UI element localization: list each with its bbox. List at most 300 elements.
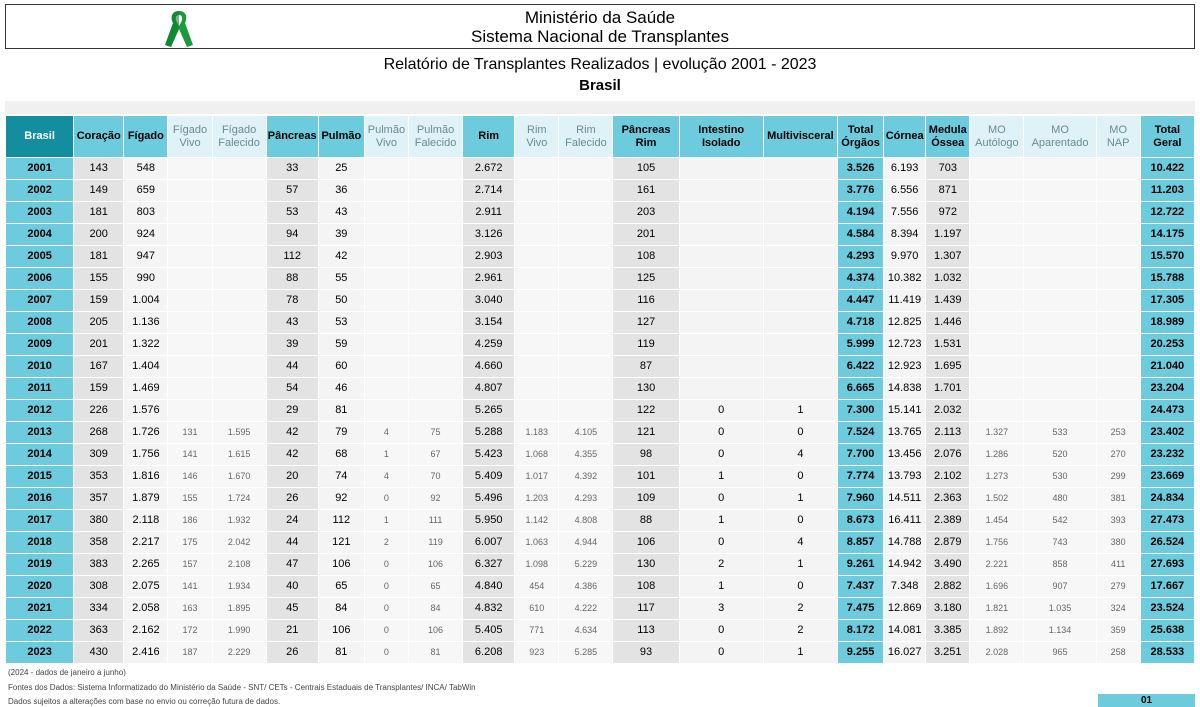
table-cell: 2.672: [463, 158, 515, 180]
table-cell: [168, 334, 212, 356]
table-cell: [408, 334, 462, 356]
table-cell: [168, 246, 212, 268]
table-cell: 309: [74, 444, 124, 466]
table-cell: 2.076: [926, 444, 970, 466]
year-cell: 2011: [6, 378, 74, 400]
table-cell: 270: [1096, 444, 1140, 466]
table-cell: 8.857: [838, 532, 884, 554]
table-cell: [970, 312, 1024, 334]
table-cell: [515, 400, 559, 422]
table-cell: 181: [74, 246, 124, 268]
table-cell: [364, 246, 408, 268]
table-cell: [559, 334, 613, 356]
table-cell: 3.180: [926, 598, 970, 620]
table-cell: [1096, 158, 1140, 180]
table-cell: 16.027: [884, 642, 926, 664]
table-cell: 159: [74, 290, 124, 312]
table-cell: 108: [613, 576, 679, 598]
table-cell: 1.469: [124, 378, 168, 400]
table-cell: 380: [1096, 532, 1140, 554]
table-cell: [1096, 202, 1140, 224]
table-cell: 8.172: [838, 620, 884, 642]
table-cell: 12.723: [884, 334, 926, 356]
table-cell: 12.869: [884, 598, 926, 620]
table-row: [6, 202, 1195, 224]
table-cell: 26: [266, 642, 318, 664]
table-cell: 181: [74, 202, 124, 224]
table-cell: 4.259: [463, 334, 515, 356]
table-cell: 23.524: [1140, 598, 1194, 620]
table-cell: 26: [266, 488, 318, 510]
table-cell: 393: [1096, 510, 1140, 532]
table-cell: 130: [613, 554, 679, 576]
table-cell: [679, 180, 763, 202]
table-cell: 334: [74, 598, 124, 620]
table-cell: [559, 180, 613, 202]
table-cell: 14.511: [884, 488, 926, 510]
table-cell: [212, 312, 266, 334]
table-cell: 1.203: [515, 488, 559, 510]
table-cell: 4.832: [463, 598, 515, 620]
table-cell: 59: [318, 334, 364, 356]
table-cell: 2.075: [124, 576, 168, 598]
table-cell: [1024, 400, 1096, 422]
table-cell: 0: [364, 554, 408, 576]
table-cell: 54: [266, 378, 318, 400]
table-cell: 33: [266, 158, 318, 180]
table-cell: 130: [613, 378, 679, 400]
table-cell: 5.229: [559, 554, 613, 576]
year-cell: 2018: [6, 532, 74, 554]
table-cell: [679, 312, 763, 334]
column-header: MO Aparentado: [1024, 116, 1096, 158]
table-cell: [1096, 180, 1140, 202]
table-cell: 1.286: [970, 444, 1024, 466]
table-cell: 2.217: [124, 532, 168, 554]
table-cell: 0: [679, 642, 763, 664]
table-cell: 4.293: [559, 488, 613, 510]
table-cell: 268: [74, 422, 124, 444]
table-cell: 12.722: [1140, 202, 1194, 224]
table-cell: 353: [74, 466, 124, 488]
table-cell: 40: [266, 576, 318, 598]
table-cell: 1.307: [926, 246, 970, 268]
table-cell: 4.584: [838, 224, 884, 246]
table-cell: [212, 246, 266, 268]
table-cell: 47: [266, 554, 318, 576]
year-cell: 2006: [6, 268, 74, 290]
table-cell: [1096, 312, 1140, 334]
table-cell: [168, 180, 212, 202]
table-cell: 23.204: [1140, 378, 1194, 400]
table-cell: 27.473: [1140, 510, 1194, 532]
table-cell: 14.081: [884, 620, 926, 642]
table-cell: 1.726: [124, 422, 168, 444]
table-cell: 203: [613, 202, 679, 224]
table-cell: [970, 290, 1024, 312]
table-cell: 3.490: [926, 554, 970, 576]
table-cell: 4: [364, 422, 408, 444]
table-cell: 5.999: [838, 334, 884, 356]
table-cell: 92: [318, 488, 364, 510]
table-cell: 2.162: [124, 620, 168, 642]
table-cell: 39: [266, 334, 318, 356]
table-cell: 0: [679, 400, 763, 422]
table-cell: 610: [515, 598, 559, 620]
period-note: (2024 - dados de janeiro a junho): [8, 668, 126, 677]
column-header: Coração: [74, 116, 124, 158]
table-cell: 380: [74, 510, 124, 532]
table-cell: 2.714: [463, 180, 515, 202]
table-cell: 1.063: [515, 532, 559, 554]
table-cell: 24.473: [1140, 400, 1194, 422]
table-cell: 542: [1024, 510, 1096, 532]
table-cell: [364, 290, 408, 312]
table-cell: 74: [318, 466, 364, 488]
table-cell: [515, 378, 559, 400]
table-row: [6, 246, 1195, 268]
table-cell: 659: [124, 180, 168, 202]
year-cell: 2005: [6, 246, 74, 268]
table-cell: 159: [74, 378, 124, 400]
table-cell: 53: [266, 202, 318, 224]
table-cell: 1.576: [124, 400, 168, 422]
table-cell: 1.816: [124, 466, 168, 488]
table-cell: 803: [124, 202, 168, 224]
table-cell: [559, 356, 613, 378]
table-cell: 5.405: [463, 620, 515, 642]
table-cell: 93: [613, 642, 679, 664]
table-cell: 520: [1024, 444, 1096, 466]
table-cell: 50: [318, 290, 364, 312]
table-cell: 1.404: [124, 356, 168, 378]
table-row: [6, 378, 1195, 400]
table-cell: 3.251: [926, 642, 970, 664]
table-cell: [763, 180, 837, 202]
table-cell: 119: [408, 532, 462, 554]
table-cell: 2: [763, 598, 837, 620]
table-cell: [763, 246, 837, 268]
table-cell: 24.834: [1140, 488, 1194, 510]
table-cell: [408, 268, 462, 290]
table-cell: [168, 290, 212, 312]
table-cell: 4.392: [559, 466, 613, 488]
column-header: Pâncreas: [266, 116, 318, 158]
table-cell: 186: [168, 510, 212, 532]
table-cell: [1024, 180, 1096, 202]
table-cell: 533: [1024, 422, 1096, 444]
table-cell: 0: [364, 620, 408, 642]
table-cell: 6.665: [838, 378, 884, 400]
table-cell: [168, 312, 212, 334]
table-cell: 4.386: [559, 576, 613, 598]
table-row: [6, 422, 1195, 444]
table-cell: 106: [318, 620, 364, 642]
table-cell: 2.042: [212, 532, 266, 554]
table-cell: 112: [318, 510, 364, 532]
table-cell: [763, 290, 837, 312]
table-cell: 381: [1096, 488, 1140, 510]
table-cell: 2.903: [463, 246, 515, 268]
table-cell: 2.961: [463, 268, 515, 290]
table-cell: [364, 268, 408, 290]
table-cell: 1.134: [1024, 620, 1096, 642]
table-cell: [970, 268, 1024, 290]
table-cell: 1: [679, 466, 763, 488]
column-header: Total Órgãos: [838, 116, 884, 158]
table-cell: 4.374: [838, 268, 884, 290]
table-cell: 3.776: [838, 180, 884, 202]
table-cell: 84: [318, 598, 364, 620]
table-cell: 88: [266, 268, 318, 290]
table-cell: 119: [613, 334, 679, 356]
year-cell: 2003: [6, 202, 74, 224]
table-cell: 149: [74, 180, 124, 202]
table-cell: 43: [318, 202, 364, 224]
year-cell: 2021: [6, 598, 74, 620]
table-cell: [212, 224, 266, 246]
table-cell: 68: [318, 444, 364, 466]
column-header: Rim Falecido: [559, 116, 613, 158]
table-cell: 2.265: [124, 554, 168, 576]
table-cell: 9.261: [838, 554, 884, 576]
table-cell: 105: [613, 158, 679, 180]
table-cell: 4.944: [559, 532, 613, 554]
table-cell: 4.634: [559, 620, 613, 642]
table-cell: 1.595: [212, 422, 266, 444]
table-cell: 161: [613, 180, 679, 202]
table-cell: 7.960: [838, 488, 884, 510]
table-cell: 5.285: [559, 642, 613, 664]
table-cell: [168, 202, 212, 224]
table-cell: 2.028: [970, 642, 1024, 664]
table-cell: 167: [74, 356, 124, 378]
table-cell: [763, 224, 837, 246]
table-cell: 6.007: [463, 532, 515, 554]
table-cell: 10.382: [884, 268, 926, 290]
table-cell: 2.416: [124, 642, 168, 664]
table-cell: 94: [266, 224, 318, 246]
year-cell: 2015: [6, 466, 74, 488]
ministry-name: [6, 8, 1194, 46]
year-cell: 2002: [6, 180, 74, 202]
table-cell: [1024, 312, 1096, 334]
column-header: MO NAP: [1096, 116, 1140, 158]
table-cell: 155: [168, 488, 212, 510]
table-cell: 7.700: [838, 444, 884, 466]
ministry-title: Ministério da Saúde: [524, 8, 676, 27]
table-cell: 117: [613, 598, 679, 620]
table-cell: 75: [408, 422, 462, 444]
table-row: [6, 554, 1195, 576]
data-sources: Fontes dos Dados: Sistema Informatizado do Ministério da Saúde - SNT/ CETs - Centrais Estaduais de Transplantes/ INCA/ TabWin: [8, 683, 476, 692]
table-cell: 0: [679, 444, 763, 466]
table-cell: 21.040: [1140, 356, 1194, 378]
table-cell: 146: [168, 466, 212, 488]
table-cell: [679, 246, 763, 268]
table-cell: 78: [266, 290, 318, 312]
table-cell: 29: [266, 400, 318, 422]
table-cell: 39: [318, 224, 364, 246]
table-cell: 15.788: [1140, 268, 1194, 290]
data-disclaimer: Dados sujeitos a alterações com base no envio ou correção futura de dados.: [8, 697, 281, 706]
table-cell: [364, 312, 408, 334]
year-cell: 2019: [6, 554, 74, 576]
table-cell: 13.765: [884, 422, 926, 444]
table-cell: 36: [318, 180, 364, 202]
table-cell: 5.496: [463, 488, 515, 510]
table-cell: [679, 202, 763, 224]
table-cell: 5.288: [463, 422, 515, 444]
table-cell: 430: [74, 642, 124, 664]
table-cell: [1096, 268, 1140, 290]
table-cell: 122: [613, 400, 679, 422]
table-row: [6, 312, 1195, 334]
table-row: [6, 598, 1195, 620]
table-cell: [559, 158, 613, 180]
table-cell: [1096, 290, 1140, 312]
table-cell: 12.825: [884, 312, 926, 334]
table-cell: 106: [318, 554, 364, 576]
table-cell: 98: [613, 444, 679, 466]
table-cell: 0: [364, 488, 408, 510]
table-cell: [559, 224, 613, 246]
table-row: [6, 620, 1195, 642]
column-header: Pulmão: [318, 116, 364, 158]
table-cell: 4.808: [559, 510, 613, 532]
table-cell: 1.701: [926, 378, 970, 400]
table-cell: [364, 224, 408, 246]
table-cell: 1.670: [212, 466, 266, 488]
table-cell: 88: [613, 510, 679, 532]
table-cell: 42: [266, 422, 318, 444]
column-header: MO Autólogo: [970, 116, 1024, 158]
table-cell: [364, 400, 408, 422]
table-cell: 1.932: [212, 510, 266, 532]
table-cell: [559, 400, 613, 422]
table-cell: 2.882: [926, 576, 970, 598]
table-cell: 81: [408, 642, 462, 664]
table-cell: 106: [613, 532, 679, 554]
table-cell: [970, 378, 1024, 400]
table-cell: 743: [1024, 532, 1096, 554]
table-cell: 2.879: [926, 532, 970, 554]
table-cell: 530: [1024, 466, 1096, 488]
table-cell: [1024, 246, 1096, 268]
table-cell: [364, 158, 408, 180]
table-cell: [970, 400, 1024, 422]
table-row: [6, 180, 1195, 202]
table-cell: [970, 356, 1024, 378]
table-cell: 20.253: [1140, 334, 1194, 356]
table-cell: 17.667: [1140, 576, 1194, 598]
table-cell: [408, 312, 462, 334]
table-cell: 42: [318, 246, 364, 268]
table-cell: 972: [926, 202, 970, 224]
report-title: Relatório de Transplantes Realizados | evolução 2001 - 2023: [383, 56, 817, 73]
table-cell: [679, 356, 763, 378]
table-cell: [212, 158, 266, 180]
table-cell: [970, 334, 1024, 356]
year-cell: 2001: [6, 158, 74, 180]
table-cell: [1096, 334, 1140, 356]
table-cell: 53: [318, 312, 364, 334]
table-cell: [1096, 400, 1140, 422]
table-cell: 16.411: [884, 510, 926, 532]
table-cell: [364, 202, 408, 224]
table-cell: 0: [679, 422, 763, 444]
table-row: [6, 158, 1195, 180]
table-cell: 106: [408, 554, 462, 576]
table-cell: 200: [74, 224, 124, 246]
table-row: [6, 642, 1195, 664]
table-cell: 3: [679, 598, 763, 620]
table-cell: 965: [1024, 642, 1096, 664]
table-cell: 87: [613, 356, 679, 378]
table-cell: 4.807: [463, 378, 515, 400]
table-cell: 6.556: [884, 180, 926, 202]
table-cell: 46: [318, 378, 364, 400]
table-cell: 2.032: [926, 400, 970, 422]
table-cell: 0: [679, 620, 763, 642]
table-cell: 20: [266, 466, 318, 488]
table-cell: 7.475: [838, 598, 884, 620]
column-header: Pulmão Vivo: [364, 116, 408, 158]
table-cell: 2.229: [212, 642, 266, 664]
table-cell: 5.265: [463, 400, 515, 422]
table-cell: [212, 202, 266, 224]
table-cell: 1: [364, 444, 408, 466]
table-cell: [970, 158, 1024, 180]
table-cell: [679, 268, 763, 290]
table-cell: 1: [679, 576, 763, 598]
table-cell: 4.718: [838, 312, 884, 334]
table-cell: 1.136: [124, 312, 168, 334]
table-cell: 1.695: [926, 356, 970, 378]
table-cell: 226: [74, 400, 124, 422]
table-cell: 23.669: [1140, 466, 1194, 488]
table-cell: 7.437: [838, 576, 884, 598]
table-cell: 70: [408, 466, 462, 488]
table-cell: 4.447: [838, 290, 884, 312]
table-cell: 55: [318, 268, 364, 290]
page-number: 01: [1098, 694, 1195, 707]
table-cell: [408, 290, 462, 312]
table-cell: 24: [266, 510, 318, 532]
table-cell: 3.040: [463, 290, 515, 312]
table-cell: 1: [763, 400, 837, 422]
table-cell: 9.255: [838, 642, 884, 664]
table-cell: [1096, 356, 1140, 378]
table-cell: 947: [124, 246, 168, 268]
system-title: Sistema Nacional de Transplantes: [471, 27, 729, 46]
table-cell: 18.989: [1140, 312, 1194, 334]
table-cell: 8.394: [884, 224, 926, 246]
table-cell: 121: [613, 422, 679, 444]
table-cell: [168, 158, 212, 180]
table-cell: 67: [408, 444, 462, 466]
table-row: [6, 224, 1195, 246]
column-header: Fígado Vivo: [168, 116, 212, 158]
table-cell: [1024, 224, 1096, 246]
table-cell: 359: [1096, 620, 1140, 642]
table-cell: 187: [168, 642, 212, 664]
table-cell: 0: [679, 488, 763, 510]
table-cell: 27.693: [1140, 554, 1194, 576]
column-header: Pulmão Falecido: [408, 116, 462, 158]
table-cell: [1024, 334, 1096, 356]
table-cell: 990: [124, 268, 168, 290]
